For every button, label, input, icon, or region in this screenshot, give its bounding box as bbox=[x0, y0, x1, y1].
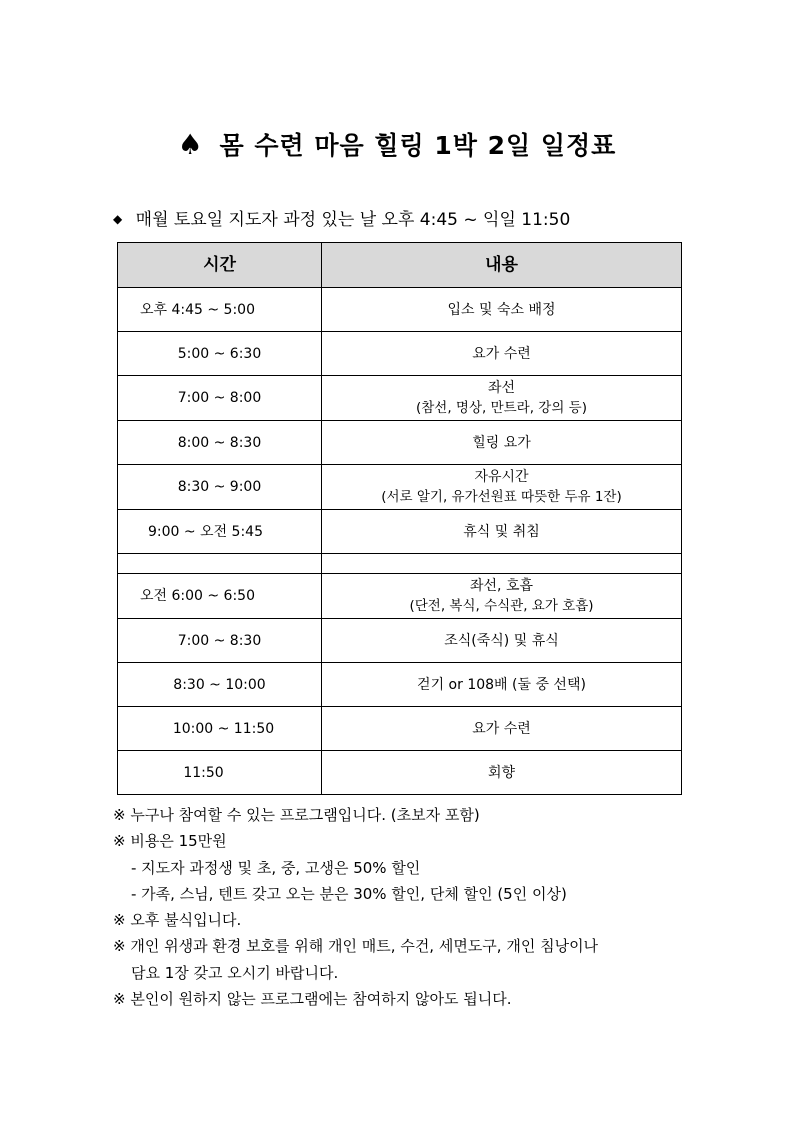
row-content bbox=[322, 465, 682, 510]
row-time bbox=[118, 554, 322, 574]
row-content: 조식(죽식) 및 휴식 bbox=[322, 619, 682, 663]
note-line: ※ 누구나 참여할 수 있는 프로그램입니다. (초보자 포함) bbox=[113, 806, 480, 824]
note-line: ※ 오후 불식입니다. bbox=[113, 911, 242, 930]
row-time-text: 7:00 ~ 8:00 bbox=[177, 390, 262, 406]
row-time-text: 11:50 bbox=[183, 764, 224, 781]
row-time-text: 7:00 ~ 8:30 bbox=[177, 632, 262, 649]
row-time bbox=[118, 574, 322, 619]
table-row bbox=[118, 510, 682, 554]
schedule-period bbox=[113, 205, 570, 230]
table-row bbox=[118, 574, 682, 619]
table-header-row bbox=[118, 243, 682, 288]
row-content-sub: (단전, 복식, 수식관, 요가 호흡) bbox=[409, 598, 594, 614]
page-title-text: 몸 수련 마음 힐링 1박 2일 일정표 bbox=[219, 131, 617, 160]
row-time-text: 9:00 ~ 오전 5:45 bbox=[147, 523, 263, 540]
page-title bbox=[0, 126, 794, 162]
schedule-period-text: 매월 토요일 지도자 과정 있는 날 오후 4:45 ~ 익일 11:50 bbox=[135, 210, 571, 230]
table-row bbox=[118, 619, 682, 663]
row-time bbox=[118, 376, 322, 421]
row-content: 걷기 or 108배 (둘 중 선택) bbox=[322, 663, 682, 707]
header-content: 내용 bbox=[322, 243, 682, 288]
row-time bbox=[118, 663, 322, 707]
table-row bbox=[118, 707, 682, 751]
note-line: ※ 비용은 15만원 bbox=[113, 832, 227, 851]
row-time-text: 오후 4:45 ~ 5:00 bbox=[139, 301, 255, 318]
row-content: 요가 수련 bbox=[322, 707, 682, 751]
row-content: 휴식 및 취침 bbox=[322, 510, 682, 554]
row-content: 입소 및 숙소 배정 bbox=[322, 288, 682, 332]
row-content: 힐링 요가 bbox=[322, 421, 682, 465]
note-line: - 지도자 과정생 및 초, 중, 고생은 50% 할인 bbox=[131, 858, 421, 877]
row-time bbox=[118, 619, 322, 663]
table-row bbox=[118, 465, 682, 510]
row-time bbox=[118, 332, 322, 376]
row-content-main: 좌선 bbox=[487, 380, 516, 396]
diamond-bullet-icon: ◆ bbox=[113, 212, 123, 226]
schedule-table bbox=[117, 242, 682, 795]
row-time bbox=[118, 421, 322, 465]
header-time: 시간 bbox=[118, 243, 322, 288]
row-content-main: 좌선, 호흡 bbox=[470, 578, 533, 594]
row-time-text: 오전 6:00 ~ 6:50 bbox=[139, 588, 255, 604]
note-line: 담요 1장 갖고 오시기 바랍니다. bbox=[131, 963, 339, 982]
row-content-main: 자유시간 bbox=[474, 469, 529, 485]
note-line: - 가족, 스님, 텐트 갖고 오는 분은 30% 할인, 단체 할인 (5인 이상) bbox=[131, 884, 567, 903]
row-content bbox=[322, 554, 682, 574]
row-content: 요가 수련 bbox=[322, 332, 682, 376]
table-row bbox=[118, 288, 682, 332]
row-content bbox=[322, 574, 682, 619]
row-time-text: 8:30 ~ 9:00 bbox=[177, 479, 262, 495]
row-content bbox=[322, 376, 682, 421]
row-time bbox=[118, 510, 322, 554]
note-line: ※ 본인이 원하지 않는 프로그램에는 참여하지 않아도 됩니다. bbox=[113, 990, 512, 1009]
row-time-text: 8:00 ~ 8:30 bbox=[177, 434, 262, 451]
row-content-sub: (참선, 명상, 만트라, 강의 등) bbox=[416, 400, 587, 416]
notes-section bbox=[113, 802, 693, 1012]
row-time-text: 5:00 ~ 6:30 bbox=[177, 345, 262, 362]
table-row bbox=[118, 663, 682, 707]
table-row bbox=[118, 751, 682, 795]
row-time-text: 10:00 ~ 11:50 bbox=[172, 720, 275, 737]
row-time bbox=[118, 465, 322, 510]
table-row bbox=[118, 376, 682, 421]
row-time bbox=[118, 751, 322, 795]
table-row-empty bbox=[118, 554, 682, 574]
row-time bbox=[118, 707, 322, 751]
row-time bbox=[118, 288, 322, 332]
row-content-sub: (서로 알기, 유가선원표 따뜻한 두유 1잔) bbox=[381, 489, 622, 505]
row-content: 회향 bbox=[322, 751, 682, 795]
table-row bbox=[118, 421, 682, 465]
note-line: ※ 개인 위생과 환경 보호를 위해 개인 매트, 수건, 세면도구, 개인 침낭이나 bbox=[113, 937, 599, 956]
row-time-text: 8:30 ~ 10:00 bbox=[173, 676, 266, 693]
table-row bbox=[118, 332, 682, 376]
spade-icon: ♠ bbox=[177, 128, 204, 161]
